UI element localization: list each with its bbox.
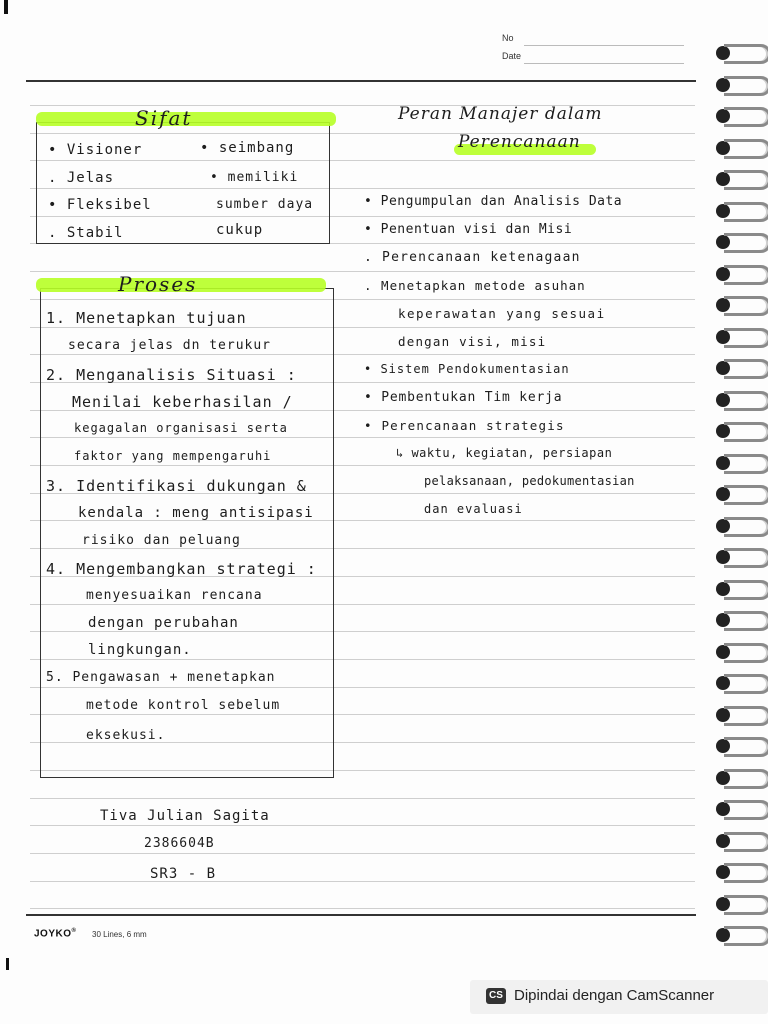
proses-text: kendala : meng antisipasi (78, 505, 314, 521)
camscanner-watermark (470, 980, 768, 1014)
sifat-item: • memiliki (210, 170, 299, 185)
ruled-line (30, 853, 695, 854)
proses-step: 4. Mengembangkan strategi : (46, 560, 317, 578)
spiral-ring (710, 517, 768, 535)
proses-step: 2. Menganalisis Situasi : (46, 366, 297, 384)
proses-text: faktor yang mempengaruhi (74, 449, 272, 463)
spiral-ring (710, 674, 768, 692)
spiral-ring (710, 485, 768, 503)
spiral-ring (710, 170, 768, 188)
sifat-item: sumber daya (216, 197, 314, 212)
sifat-item: • seimbang (200, 140, 295, 156)
no-line (524, 45, 684, 46)
spiral-ring (710, 44, 768, 62)
peran-text: dengan visi, misi (398, 334, 547, 349)
page-edge-mark (6, 958, 9, 970)
spiral-ring (710, 139, 768, 157)
ruled-line (30, 825, 695, 826)
spiral-ring (710, 265, 768, 283)
spiral-ring (710, 548, 768, 566)
spiral-ring (710, 107, 768, 125)
peran-item: • Sistem Pendokumentasian (364, 362, 570, 376)
spiral-ring (710, 580, 768, 598)
proses-text: eksekusi. (86, 728, 166, 743)
spiral-ring (710, 454, 768, 472)
spiral-ring (710, 769, 768, 787)
spiral-ring (710, 296, 768, 314)
ruled-line (30, 798, 695, 799)
spiral-ring (710, 737, 768, 755)
camscanner-text: Dipindai dengan CamScanner (514, 987, 715, 1004)
proses-step: 5. Pengawasan + menetapkan (46, 670, 276, 685)
spiral-ring (710, 863, 768, 881)
proses-text: Menilai keberhasilan / (72, 393, 293, 411)
spiral-ring (710, 926, 768, 944)
peran-text: ↳ waktu, kegiatan, persiapan (396, 446, 613, 460)
proses-text: kegagalan organisasi serta (74, 421, 288, 435)
sifat-item: . Jelas (48, 170, 115, 186)
ruled-line (30, 881, 695, 882)
spiral-ring (710, 359, 768, 377)
peran-item: • Pembentukan Tim kerja (364, 390, 563, 405)
peran-title: Peran Manajer dalam (398, 104, 603, 124)
peran-subtitle: Perencanaan (458, 132, 581, 152)
sifat-item: cukup (216, 222, 264, 238)
author-class: SR3 - B (150, 866, 217, 882)
proses-text: secara jelas dn terukur (68, 338, 272, 353)
date-label: Date (502, 51, 522, 61)
proses-step: 1. Menetapkan tujuan (46, 309, 247, 327)
no-label: No (502, 33, 514, 43)
author-id: 2386604B (144, 836, 215, 851)
proses-text: menyesuaikan rencana (86, 588, 263, 603)
spiral-ring (710, 706, 768, 724)
proses-text: dengan perubahan (88, 615, 239, 631)
spiral-ring (710, 422, 768, 440)
peran-item: . Perencanaan ketenagaan (364, 250, 581, 265)
page-edge-mark (4, 0, 8, 14)
spiral-ring (710, 328, 768, 346)
sifat-item: • Fleksibel (48, 197, 152, 213)
proses-text: risiko dan peluang (82, 533, 241, 548)
peran-text: pelaksanaan, pedokumentasian (424, 474, 635, 488)
peran-text: keperawatan yang sesuai (398, 306, 606, 321)
peran-item: . Menetapkan metode asuhan (364, 278, 586, 293)
camscanner-icon: CS (486, 988, 506, 1004)
spiral-ring (710, 391, 768, 409)
spiral-ring (710, 202, 768, 220)
paper-spec: 30 Lines, 6 mm (92, 930, 147, 939)
peran-item: • Penentuan visi dan Misi (364, 222, 573, 237)
top-margin-rule (26, 80, 696, 82)
peran-item: • Perencanaan strategis (364, 418, 565, 433)
spiral-ring (710, 832, 768, 850)
spiral-ring (710, 611, 768, 629)
sifat-item: . Stabil (48, 225, 124, 241)
brand-logo: JOYKO® (34, 928, 77, 940)
spiral-ring (710, 76, 768, 94)
peran-item: • Pengumpulan dan Analisis Data (364, 194, 623, 209)
author-name: Tiva Julian Sagita (100, 808, 270, 824)
proses-text: lingkungan. (88, 642, 192, 658)
proses-step: 3. Identifikasi dukungan & (46, 477, 307, 495)
spiral-ring (710, 643, 768, 661)
spiral-ring (710, 233, 768, 251)
date-line (524, 63, 684, 64)
ruled-line (30, 908, 695, 909)
spiral-ring (710, 800, 768, 818)
sifat-item: • Visioner (48, 142, 143, 158)
proses-title: Proses (118, 272, 198, 296)
bottom-margin-rule (26, 914, 696, 916)
spiral-ring (710, 895, 768, 913)
sifat-title: Sifat (135, 106, 193, 130)
peran-text: dan evaluasi (424, 502, 523, 516)
proses-text: metode kontrol sebelum (86, 698, 281, 713)
